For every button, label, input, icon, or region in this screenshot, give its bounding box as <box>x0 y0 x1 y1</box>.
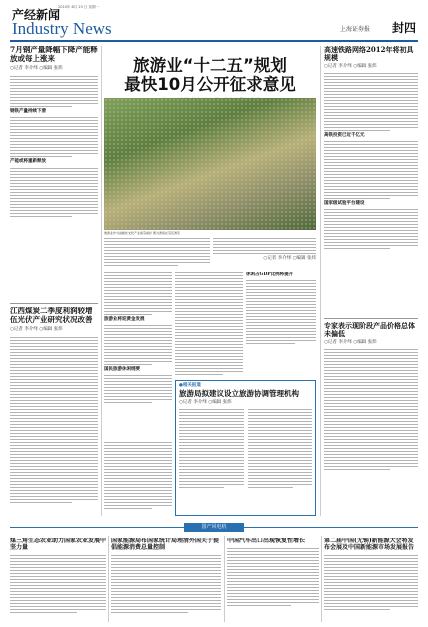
center-subhead-3: 休闲占GDP比例将提升 <box>246 272 294 277</box>
related-report-box <box>175 380 316 516</box>
right-article-2 <box>324 322 418 472</box>
left-body-2 <box>10 117 98 157</box>
lead-body-intro-2 <box>213 238 316 262</box>
bottom-headline-2: 国家能源局布国家统计局理清外国关于提倡能源消费总量控制 <box>111 538 220 551</box>
column-rule-left <box>101 46 102 516</box>
right-article-1 <box>324 46 418 251</box>
right-subhead-2: 国家级试验平台建设 <box>324 201 365 207</box>
left-byline-2: ○记者 李介绎 ○编辑 张炜 <box>10 327 63 333</box>
center-col-1 <box>104 272 172 405</box>
bottom-article-4 <box>324 538 418 612</box>
bottom-headline-1: 煤三角生态农业助力国家农业发展中坚力量 <box>10 538 106 551</box>
page-label: 封四 <box>391 21 416 35</box>
bottom-band-label: 国产风电机 <box>184 523 244 532</box>
lead-photo <box>104 98 316 230</box>
right-body-1 <box>324 73 418 131</box>
right-subhead-1: 高铁投资已近千亿元 <box>324 133 365 139</box>
related-byline: ○记者 李介绎 ○编辑 张炜 <box>179 399 232 405</box>
header-rule <box>10 40 418 42</box>
center-col-2 <box>175 272 243 377</box>
bottom-rule-2 <box>224 536 225 622</box>
right-headline-1: 高速铁路网络2012年将初具规模 <box>324 46 414 63</box>
bottom-headline-3: 中国汽车出口出现恢复性增长 <box>227 538 306 544</box>
left-subhead-1: 钢铁产量持续下滑 <box>10 109 46 115</box>
column-rule-right <box>320 46 321 516</box>
bottom-article-1 <box>10 538 106 615</box>
lead-byline: ○记者 李介绎 ○编辑 张炜 <box>263 256 316 261</box>
left-body-4 <box>10 337 98 503</box>
related-headline: 旅游局拟建议设立旅游协调管理机构 <box>179 389 299 398</box>
left-subhead-2: 产能或将重新释放 <box>10 159 46 165</box>
left-body-3 <box>10 168 98 217</box>
lead-body-intro <box>104 238 210 268</box>
right-headline-2: 专家表示现阶段产品价格总体未偏低 <box>324 322 415 339</box>
related-body <box>176 406 315 493</box>
right-byline-2: ○记者 李介绎 ○编辑 张炜 <box>324 340 377 346</box>
left-headline-2: 江西煤炭二季度利润较增伍光伏产业研究状况改善 <box>10 307 93 324</box>
left-divider <box>10 303 98 304</box>
bottom-rule-1 <box>108 536 109 622</box>
lead-title-line2: 最快10月公开征求意见 <box>124 75 296 94</box>
right-body-2 <box>324 141 418 199</box>
left-body-1 <box>10 76 98 107</box>
center-subhead-1: 旅游业将迎黄金发展 <box>104 317 145 322</box>
bottom-article-2 <box>111 538 221 615</box>
right-divider <box>324 318 418 319</box>
section-title: 产经新闻 <box>12 8 61 22</box>
left-byline: ○记者 李介绎 ○编辑 张炜 <box>10 66 63 72</box>
bottom-rule-3 <box>321 536 322 622</box>
right-byline-1: ○记者 李介绎 ○编辑 张炜 <box>324 64 377 70</box>
right-body-3 <box>324 209 418 249</box>
section-english-title: Industry News <box>12 19 112 38</box>
bottom-article-3 <box>227 538 319 608</box>
center-col-1-tail <box>104 442 172 511</box>
issue-date: 2010年 8月 23 日 星期一 <box>58 5 100 9</box>
photo-caption: 旅游业作为战略性支柱产业前景看好 图为游客在景区游览 <box>104 231 180 235</box>
bottom-headline-4: 第二届中国(无锡)新能源大会将发布会展及中国新能源市场发展报告 <box>324 538 415 551</box>
left-article-2 <box>10 307 98 505</box>
right-body-4 <box>324 349 418 470</box>
left-article-1 <box>10 46 98 219</box>
lead-title-line1: 旅游业“十二五”规划 <box>133 56 287 75</box>
center-col-3 <box>246 272 316 346</box>
newspaper-name: 上海证券报 <box>339 26 370 33</box>
center-subhead-2: 国民旅游休闲纲要 <box>104 367 140 373</box>
related-tag: ●相关报道 <box>179 383 201 388</box>
left-headline: 7月钢产量降幅下降产能释放或每上涨来 <box>10 46 98 63</box>
